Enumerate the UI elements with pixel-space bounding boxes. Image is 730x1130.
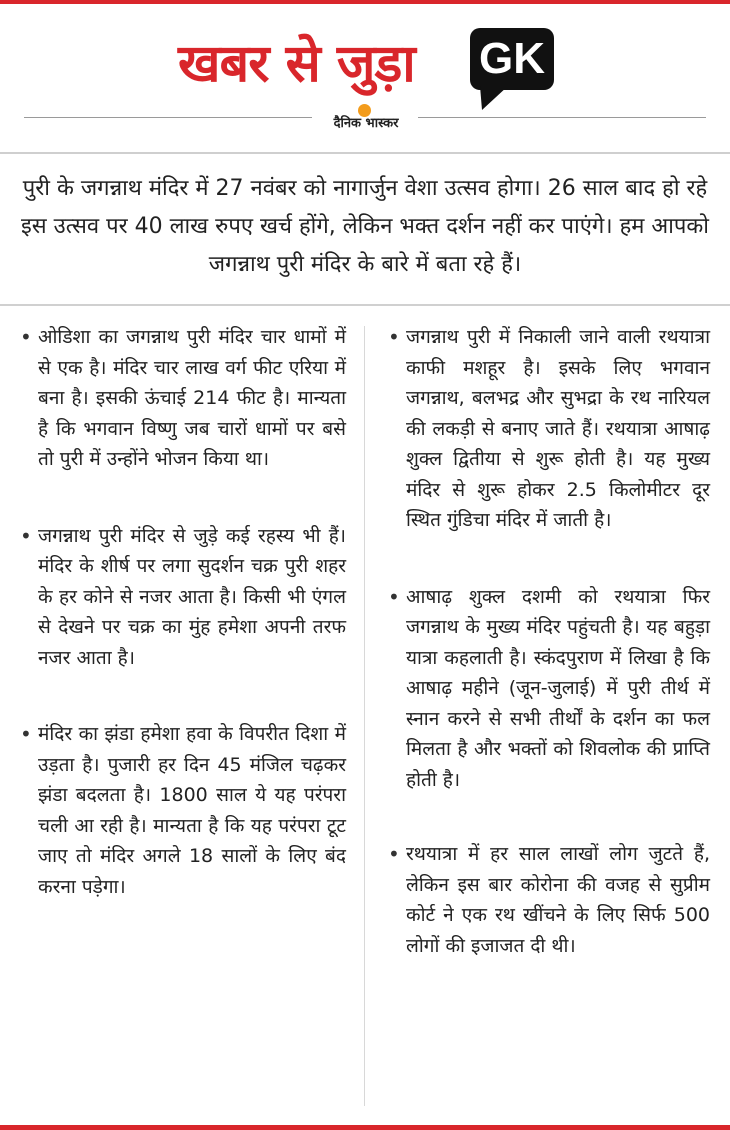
fact-text: मंदिर का झंडा हमेशा हवा के विपरीत दिशा में उड़ता है। पुजारी हर दिन 45 मंजिल चढ़कर झंडा बदलता है। 1800 साल ये यह परंपरा चली आ रही है। मान्यता है कि यह परंपरा टूट जाए तो मंदिर अगले 18 सालों के लिए बंद करना पड़ेगा। bbox=[38, 723, 346, 898]
top-accent-bar bbox=[0, 0, 730, 4]
fact-text: जगन्नाथ पुरी में निकाली जाने वाली रथयात्रा काफी मशहूर है। इसके लिए भगवान जगन्नाथ, बलभद्र और सुभद्रा के रथ नारियल की लकड़ी से बनाए जाते हैं। रथयात्रा आषाढ़ शुक्ल द्वितीया से शुरू होती है। यह मुख्य मंदिर से शुरू होकर 2.5 किलोमीटर दूर स्थित गुंडिचा मंदिर में जाती है। bbox=[406, 326, 710, 531]
bullet-icon: • bbox=[388, 584, 400, 609]
bullet-icon: • bbox=[20, 523, 32, 548]
brand-row bbox=[0, 104, 730, 134]
left-fact-list bbox=[16, 322, 346, 902]
fact-item bbox=[16, 322, 346, 475]
brand-rule-left bbox=[24, 117, 312, 118]
fact-text: आषाढ़ शुक्ल दशमी को रथयात्रा फिर जगन्नाथ के मुख्य मंदिर पहुंचती है। यह बहुड़ा यात्रा कहलाती है। स्कंदपुराण में लिखा है कि आषाढ़ महीने (जून-जुलाई) में पुरी तीर्थ में स्नान करने से सभी तीर्थों के दर्शन का फल मिलता है और भक्तों को शिवलोक की प्राप्ति होती है। bbox=[406, 585, 710, 791]
fact-text: रथयात्रा में हर साल लाखों लोग जुटते हैं, लेकिन इस बार कोरोना की वजह से सुप्रीम कोर्ट ने एक रथ खींचने के लिए सिर्फ 500 लोगों की इजाजत दी थी। bbox=[406, 843, 710, 957]
brand-name: दैनिक भास्कर bbox=[333, 116, 399, 131]
bullet-icon: • bbox=[388, 842, 400, 866]
bottom-accent-bar bbox=[0, 1125, 730, 1130]
gk-speech-bubble-icon bbox=[470, 28, 554, 110]
intro-divider bbox=[0, 304, 730, 306]
bullet-icon: • bbox=[20, 722, 32, 746]
header bbox=[0, 18, 730, 118]
fact-item bbox=[384, 582, 710, 796]
column-divider bbox=[364, 326, 365, 1106]
right-fact-list bbox=[384, 322, 710, 961]
gk-badge-label: GK bbox=[479, 34, 545, 83]
right-column bbox=[384, 322, 710, 961]
fact-text: जगन्नाथ पुरी मंदिर से जुड़े कई रहस्य भी हैं। मंदिर के शीर्ष पर लगा सुदर्शन चक्र पुरी शहर के हर कोने से नजर आता है। किसी भी एंगल से देखने पर चक्र का मुंह हमेशा अपनी तरफ नजर आता है। bbox=[38, 524, 346, 669]
bullet-icon: • bbox=[388, 325, 400, 349]
fact-item bbox=[16, 719, 346, 902]
intro-paragraph: पुरी के जगन्नाथ मंदिर में 27 नवंबर को नागार्जुन वेशा उत्सव होगा। 26 साल बाद हो रहे इस उत्सव पर 40 लाख रुपए खर्च होंगे, लेकिन भक्त दर्शन नहीं कर पाएंगे। हम आपको जगन्नाथ पुरी मंदिर के बारे में बता रहे हैं। bbox=[20, 176, 710, 277]
page-title: खबर से जुड़ा bbox=[178, 34, 415, 94]
fact-item bbox=[384, 839, 710, 961]
fact-item bbox=[384, 322, 710, 536]
brand-rule-right bbox=[418, 117, 706, 118]
header-divider bbox=[0, 152, 730, 154]
fact-text: ओडिशा का जगन्नाथ पुरी मंदिर चार धामों में से एक है। मंदिर चार लाख वर्ग फीट एरिया में बना है। इसकी ऊंचाई 214 फीट है। मान्यता है कि भगवान विष्णु जब चारों धामों पर बसे तो पुरी में उन्होंने भोजन किया था। bbox=[38, 326, 346, 470]
bullet-icon: • bbox=[20, 325, 32, 349]
fact-item bbox=[16, 521, 346, 674]
left-column bbox=[16, 322, 346, 902]
brand-logo bbox=[316, 104, 416, 134]
